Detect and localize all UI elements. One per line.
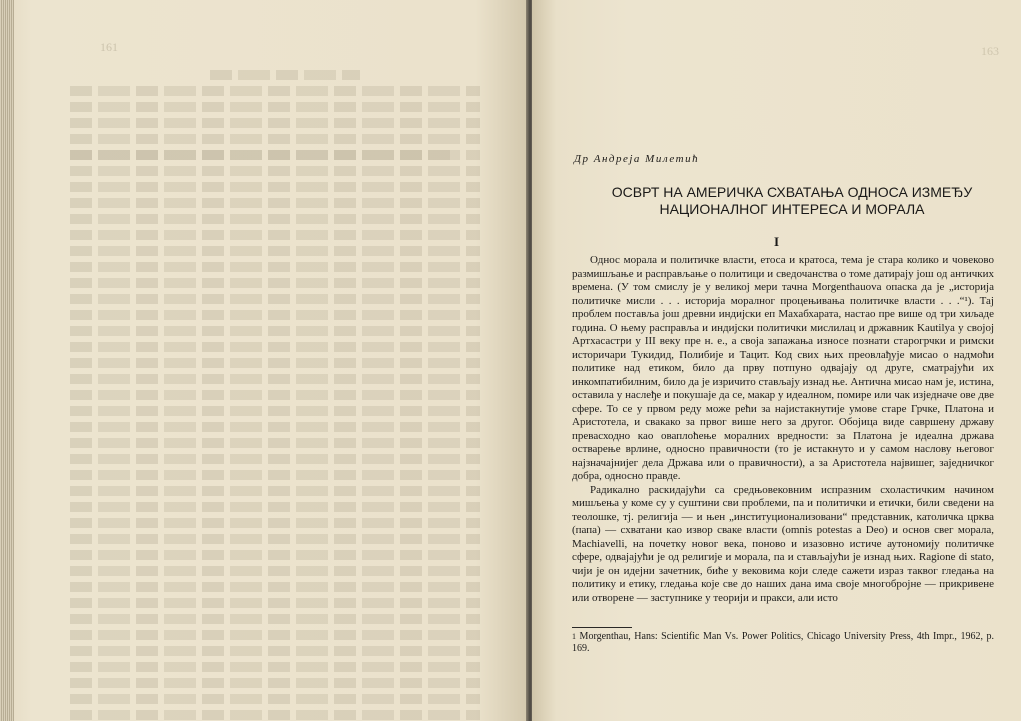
right-page (532, 0, 1021, 721)
right-page-number: 163 (981, 44, 999, 58)
ghost-block-middle (70, 150, 480, 721)
paragraph-1: Однос морала и политичке власти, етоса и кратоса, тема је стара колико и човеково размишљање и расправљање о политици и сведочанства о томе датирају још од античких времена. (У том смислу је у великој мери тачна Morgenthauova опаска да је „историја политичке мисли . . . историја моралног процењивања политичке власти . . .“¹). Тај проблем поставља још древни индијски еп Махабхарата, настао пре више од три хиљаде година. О њему расправља и индијски политички мислилац и државник Kautilya у својој Артхасастри у III веку пре н. е., а своја запажања износе познати старогрчки и римски историчари Тукидид, Полибије и Тацит. Код свих њих преовлађује мисао о надмоћи политике над етиком, било да прву потпуно одвајају од друге, сматрајући их инкомпатибилним, било да је изричито стављају изнад ње. Антична мисао нам је, истина, оставила у наслеђе и покушаје да се, макар у идеалном, помире или чак изједначе ове две сфере. То се у првом реду може рећи за најистакнутије умове старе Грчке, Платона и Аристотела, и свакако за првог више него за другог. Обојица виде савршену државу превасходно као оваплоћење моралних вредности: за Платона је идеална држава остварење врлине, односно правичности (то је истакнуто и у самом наслову његовог најзначајнијег дела Држава или о правичности), а за Аристотела највишег, заједничког добра, односно правде. (572, 254, 994, 482)
page-edges (0, 0, 14, 721)
article-body (572, 254, 994, 605)
footnote (572, 631, 994, 655)
title-line-1: ОСВРТ НА АМЕРИЧКА СХВАТАЊА ОДНОСА ИЗМЕЂУ (611, 184, 973, 200)
author-name: Др Андреја Милетић (574, 153, 700, 165)
footnote-mark: 1 (572, 632, 576, 641)
article-title (592, 184, 992, 218)
footnote-text: Morgenthau, Hans: Scientific Man Vs. Power Politics, Chicago University Press, 4th Impr., 1962, p. 169. (572, 631, 994, 654)
title-line-2: НАЦИОНАЛНОГ ИНТЕРЕСА И МОРАЛА (659, 201, 925, 217)
paragraph-2: Радикално раскидајући са средњовековним испразним схоластичким начином мишљења у коме су у суштини сви проблеми, па и политички и етички, били сведени на теолошке, тј. религија — и њен „институционализовани“ представник, католичка црква (папа) — схватани као извор сваке власти (omnis potestas a Deo) и основ свег морала, Machiavelli, на почетку новог века, поново и изазовно истиче аутономију политичке сфере, одвајајући је од религије и морала, па и стављајући је изнад њих. Ragione di stato, чији је он идејни зачетник, биће у вековима који следе сажети израз таквог гледања на политику и етику, гледања које све до наших дана има своје многобројне — прикривене или отворене — заступнике у теорији и пракси, али исто (572, 483, 994, 604)
footnote-divider (572, 627, 632, 628)
section-number: I (773, 234, 780, 249)
left-page-number: 161 (100, 40, 118, 54)
